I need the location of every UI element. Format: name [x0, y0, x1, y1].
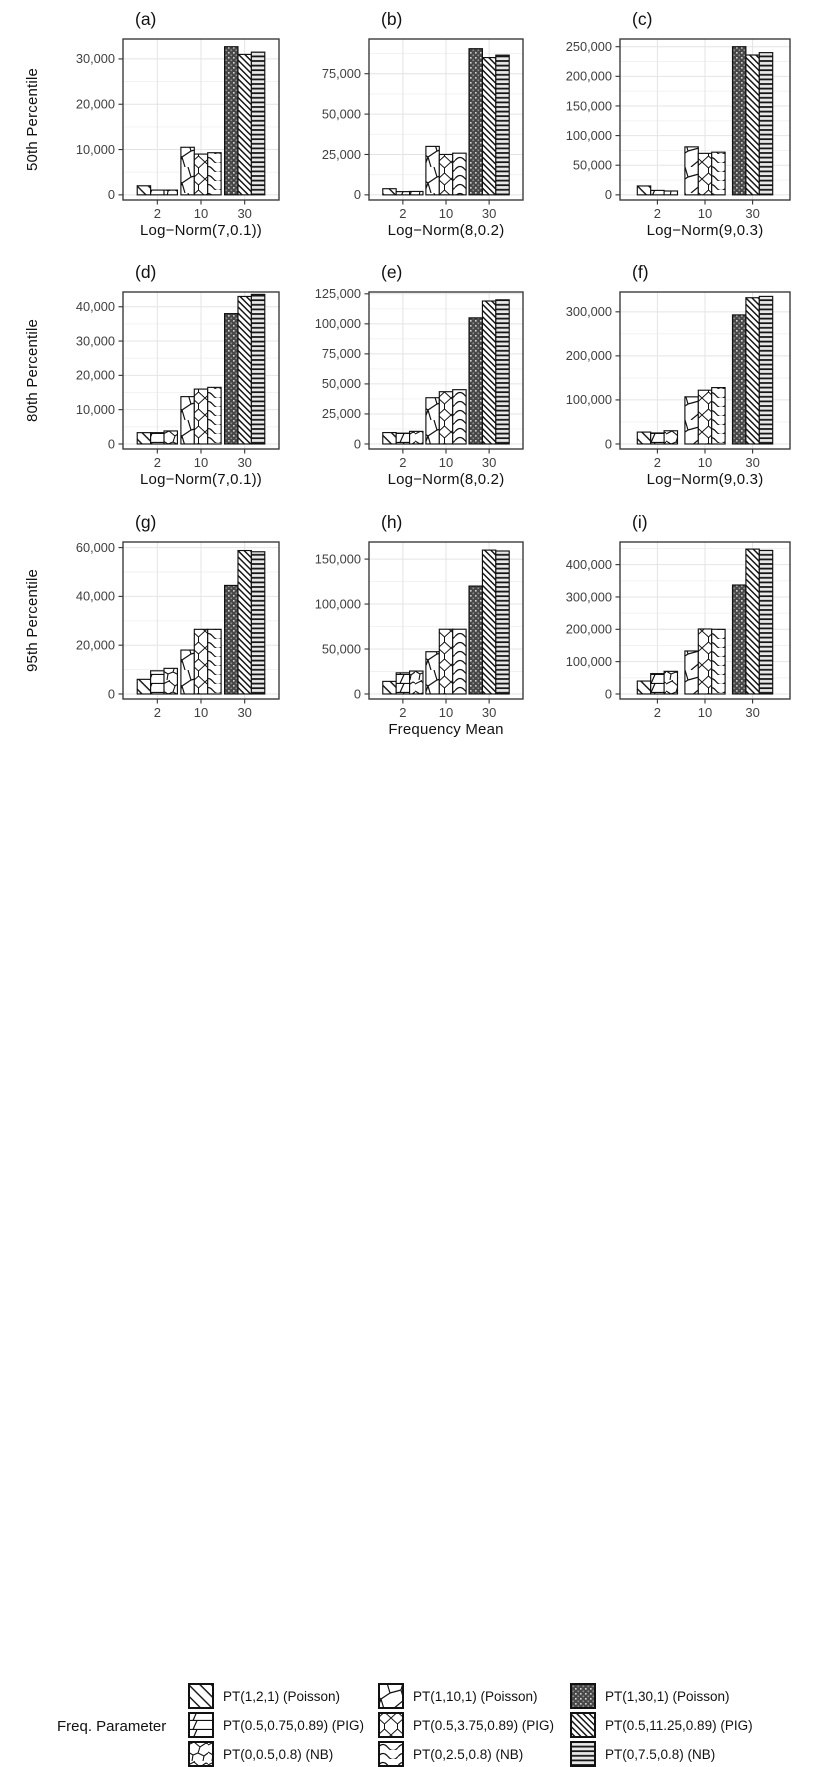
bar-c-2-2: [664, 191, 677, 195]
x-tick-label: 30: [745, 206, 760, 221]
y-tick-label: 200,000: [565, 621, 612, 637]
legend-entry: [188, 1741, 364, 1767]
bar-h-30-0: [469, 586, 482, 694]
bar-b-2-0: [383, 189, 396, 195]
y-tick-label: 100,000: [314, 596, 361, 612]
y-tick-label: 125,000: [314, 286, 361, 302]
y-tick-label: 10,000: [75, 141, 115, 157]
plot-area-g: [23, 540, 291, 757]
y-tick-label: 100,000: [565, 653, 612, 669]
legend-title: Freq. Parameter: [57, 1718, 167, 1735]
legend-key-p4: [378, 1683, 404, 1709]
legend-entry: [570, 1712, 753, 1738]
bar-f-2-2: [664, 431, 677, 444]
bar-a-2-0: [137, 186, 150, 195]
panel-letter: (g): [135, 512, 157, 532]
y-tick-label: 20,000: [75, 367, 115, 383]
x-tick-label: 2: [653, 455, 662, 470]
bar-d-2-0: [137, 433, 150, 444]
x-axis-title: Log−Norm(7,0.1)): [140, 471, 262, 488]
x-tick-label: 10: [193, 455, 209, 470]
bar-g-30-2: [251, 552, 264, 694]
chart-panel-a: [23, 9, 291, 258]
x-tick-label: 2: [653, 206, 662, 221]
legend-entry: [378, 1683, 554, 1709]
bar-i-2-0: [637, 681, 650, 694]
y-tick-label: 25,000: [321, 406, 361, 422]
bar-h-10-0: [426, 652, 439, 694]
x-tick-label: 2: [399, 455, 407, 470]
bar-e-10-1: [439, 392, 452, 444]
bar-c-2-1: [651, 190, 664, 194]
bar-g-10-2: [208, 629, 221, 694]
y-tick-label: 300,000: [565, 304, 612, 320]
y-tick-label: 300,000: [565, 589, 612, 605]
bar-c-30-0: [733, 47, 746, 195]
legend-label: PT(0,0.5,0.8) (NB): [223, 1746, 334, 1762]
y-axis-title-text: 50th Percentile: [24, 67, 42, 172]
bar-h-30-2: [496, 551, 509, 694]
bar-a-10-1: [194, 154, 207, 195]
legend-key-p6: [378, 1741, 404, 1767]
y-tick-label: 50,000: [321, 106, 361, 122]
bar-g-2-1: [151, 671, 164, 694]
chart-panel-d: [23, 262, 291, 507]
x-tick-label: 10: [438, 705, 454, 720]
legend-column: [378, 1683, 554, 1767]
chart-panel-g: [23, 512, 291, 757]
bar-c-30-2: [759, 53, 772, 195]
y-tick-label: 100,000: [565, 392, 612, 408]
bar-d-10-0: [181, 397, 194, 444]
legend-label: PT(1,2,1) (Poisson): [223, 1688, 341, 1704]
bar-b-30-1: [482, 58, 495, 195]
bar-a-10-0: [181, 147, 194, 195]
bar-d-30-1: [238, 296, 251, 444]
plot-area-i: [546, 540, 802, 757]
y-tick-label: 100,000: [314, 316, 361, 332]
bar-a-30-0: [225, 47, 238, 195]
legend-key-p1: [188, 1683, 214, 1709]
x-tick-label: 30: [481, 455, 497, 470]
legend-label: PT(1,10,1) (Poisson): [413, 1688, 538, 1704]
y-tick-label: 40,000: [75, 588, 115, 604]
x-tick-label: 10: [697, 455, 713, 470]
bar-d-10-1: [194, 389, 207, 444]
legend-key-p8: [570, 1712, 596, 1738]
bar-h-10-1: [439, 629, 452, 694]
y-tick-label: 0: [353, 436, 361, 452]
y-tick-label: 0: [107, 187, 115, 203]
bar-b-10-2: [453, 153, 466, 195]
legend-entry: [378, 1712, 554, 1738]
bar-i-10-0: [685, 651, 698, 694]
y-tick-label: 30,000: [75, 333, 115, 349]
bar-a-2-1: [151, 190, 164, 195]
bar-e-2-0: [383, 433, 396, 444]
x-axis-title: Log−Norm(8,0.2): [387, 222, 505, 239]
panel-letter: (c): [632, 9, 653, 29]
legend-label: PT(0.5,3.75,0.89) (PIG): [413, 1717, 555, 1733]
y-axis-title-text: 95th Percentile: [24, 568, 42, 673]
chart-panel-h: [295, 512, 535, 757]
x-tick-label: 30: [481, 705, 497, 720]
legend-entry: [378, 1741, 554, 1767]
x-axis-title: Log−Norm(7,0.1)): [140, 222, 262, 239]
bar-i-30-1: [746, 549, 759, 694]
bar-c-10-0: [685, 147, 698, 195]
y-tick-label: 75,000: [321, 346, 361, 362]
bar-b-2-2: [410, 191, 423, 194]
legend-column: [188, 1683, 364, 1767]
x-tick-label: 10: [438, 206, 454, 221]
bar-h-2-2: [410, 671, 423, 694]
panel-letter: (b): [381, 9, 403, 29]
x-tick-label: 2: [153, 455, 161, 470]
bar-c-30-1: [746, 55, 759, 195]
bar-e-2-1: [396, 433, 409, 444]
x-tick-label: 30: [237, 705, 252, 720]
bar-b-2-1: [396, 192, 409, 195]
x-tick-label: 10: [438, 455, 454, 470]
bar-i-30-0: [733, 585, 746, 694]
bar-b-10-1: [439, 154, 452, 194]
bar-b-30-0: [469, 49, 482, 195]
bar-c-10-1: [698, 153, 711, 194]
x-tick-label: 10: [697, 206, 713, 221]
y-tick-label: 40,000: [75, 299, 115, 315]
bar-d-2-1: [151, 433, 164, 444]
y-tick-label: 200,000: [565, 68, 612, 84]
y-tick-label: 50,000: [572, 157, 612, 173]
bar-a-30-2: [251, 52, 264, 195]
panel-letter: (e): [381, 262, 403, 282]
legend: [0, 838, 831, 1762]
bar-i-10-1: [698, 629, 711, 694]
bar-i-2-1: [651, 674, 664, 694]
bar-b-30-2: [496, 55, 509, 195]
bar-a-10-2: [208, 153, 221, 195]
legend-entry: [188, 1712, 364, 1738]
x-tick-label: 10: [193, 206, 209, 221]
legend-label: PT(0.5,11.25,0.89) (PIG): [605, 1717, 753, 1733]
bar-h-30-1: [482, 550, 495, 694]
y-tick-label: 75,000: [321, 66, 361, 82]
bar-a-2-2: [164, 190, 177, 195]
x-tick-label: 2: [653, 705, 662, 720]
bar-h-2-1: [396, 673, 409, 694]
bar-f-2-0: [637, 432, 650, 444]
legend-label: PT(1,30,1) (Poisson): [605, 1688, 730, 1704]
x-axis-title: Log−Norm(8,0.2): [387, 471, 505, 488]
y-tick-label: 150,000: [314, 551, 361, 567]
bar-d-30-0: [225, 314, 238, 444]
y-tick-label: 0: [604, 436, 612, 452]
y-tick-label: 25,000: [321, 146, 361, 162]
bar-f-10-1: [698, 390, 711, 444]
y-tick-label: 0: [353, 187, 361, 203]
bar-g-10-0: [181, 650, 194, 694]
y-axis-title-text: 80th Percentile: [24, 318, 42, 423]
bar-e-2-2: [410, 431, 423, 444]
x-tick-label: 2: [399, 206, 407, 221]
bar-e-30-1: [482, 301, 495, 444]
legend-key-p5: [378, 1712, 404, 1738]
x-tick-label: 30: [237, 455, 252, 470]
bar-f-2-1: [651, 433, 664, 444]
x-tick-label: 30: [745, 455, 760, 470]
x-axis-title: Log−Norm(9,0.3): [646, 222, 764, 239]
legend-entry: [188, 1683, 364, 1709]
bar-e-30-2: [496, 300, 509, 444]
panel-letter: (i): [632, 512, 648, 532]
bar-h-2-0: [383, 681, 396, 694]
x-axis-title: Log−Norm(9,0.3): [646, 471, 764, 488]
y-tick-label: 60,000: [75, 539, 115, 555]
y-tick-label: 30,000: [75, 51, 115, 67]
legend-key-p3: [188, 1741, 214, 1767]
bar-c-2-0: [637, 186, 650, 195]
legend-label: PT(0,2.5,0.8) (NB): [413, 1746, 524, 1762]
panel-letter: (h): [381, 512, 403, 532]
bar-e-10-0: [426, 398, 439, 444]
legend-key-p7: [570, 1683, 596, 1709]
x-tick-label: 2: [153, 206, 161, 221]
x-tick-label: 30: [237, 206, 252, 221]
bar-i-30-2: [759, 550, 772, 694]
legend-entry: [570, 1741, 753, 1767]
bar-i-2-2: [664, 671, 677, 694]
y-tick-label: 0: [107, 686, 115, 702]
chart-panel-c: [546, 9, 802, 258]
bar-g-2-2: [164, 668, 177, 694]
bar-c-10-2: [712, 152, 725, 195]
chart-panel-f: [546, 262, 802, 507]
x-tick-label: 10: [193, 705, 209, 720]
y-tick-label: 0: [107, 436, 115, 452]
bar-f-30-2: [759, 296, 772, 444]
x-axis-title: Frequency Mean: [388, 721, 504, 738]
bar-e-30-0: [469, 318, 482, 444]
x-tick-label: 2: [399, 705, 407, 720]
legend-label: PT(0.5,0.75,0.89) (PIG): [223, 1717, 365, 1733]
x-tick-label: 10: [697, 705, 713, 720]
legend-key-p2: [188, 1712, 214, 1738]
y-tick-label: 0: [353, 686, 361, 702]
y-tick-label: 0: [604, 686, 612, 702]
bar-i-10-2: [712, 629, 725, 694]
bar-f-10-2: [712, 388, 725, 444]
y-tick-label: 10,000: [75, 401, 115, 417]
legend-label: PT(0,7.5,0.8) (NB): [605, 1746, 716, 1762]
bar-e-10-2: [453, 390, 466, 444]
y-tick-label: 250,000: [565, 39, 612, 55]
bar-d-10-2: [208, 387, 221, 444]
y-tick-label: 100,000: [565, 127, 612, 143]
y-tick-label: 0: [604, 187, 612, 203]
y-tick-label: 150,000: [565, 98, 612, 114]
y-tick-label: 200,000: [565, 348, 612, 364]
bar-g-2-0: [137, 679, 150, 694]
bar-g-10-1: [194, 629, 207, 694]
legend-key-p9: [570, 1741, 596, 1767]
panel-letter: (f): [632, 262, 649, 282]
bar-f-10-0: [685, 397, 698, 444]
y-tick-label: 20,000: [75, 637, 115, 653]
chart-panel-i: [546, 512, 802, 757]
bar-g-30-1: [238, 551, 251, 694]
bar-h-10-2: [453, 629, 466, 694]
chart-panel-b: [295, 9, 535, 258]
bar-a-30-1: [238, 54, 251, 194]
bar-d-2-2: [164, 431, 177, 444]
bar-g-30-0: [225, 585, 238, 694]
panel-letter: (a): [135, 9, 157, 29]
bar-d-30-2: [251, 294, 264, 444]
y-tick-label: 50,000: [321, 641, 361, 657]
y-tick-label: 50,000: [321, 376, 361, 392]
y-tick-label: 20,000: [75, 96, 115, 112]
bar-f-30-1: [746, 298, 759, 444]
bar-f-30-0: [733, 315, 746, 444]
x-tick-label: 30: [745, 705, 760, 720]
x-tick-label: 2: [153, 705, 161, 720]
legend-column: [570, 1683, 753, 1767]
chart-panel-e: [295, 262, 535, 507]
y-tick-label: 400,000: [565, 556, 612, 572]
panel-letter: (d): [135, 262, 157, 282]
x-tick-label: 30: [481, 206, 497, 221]
legend-entry: [570, 1683, 753, 1709]
bar-b-10-0: [426, 146, 439, 194]
